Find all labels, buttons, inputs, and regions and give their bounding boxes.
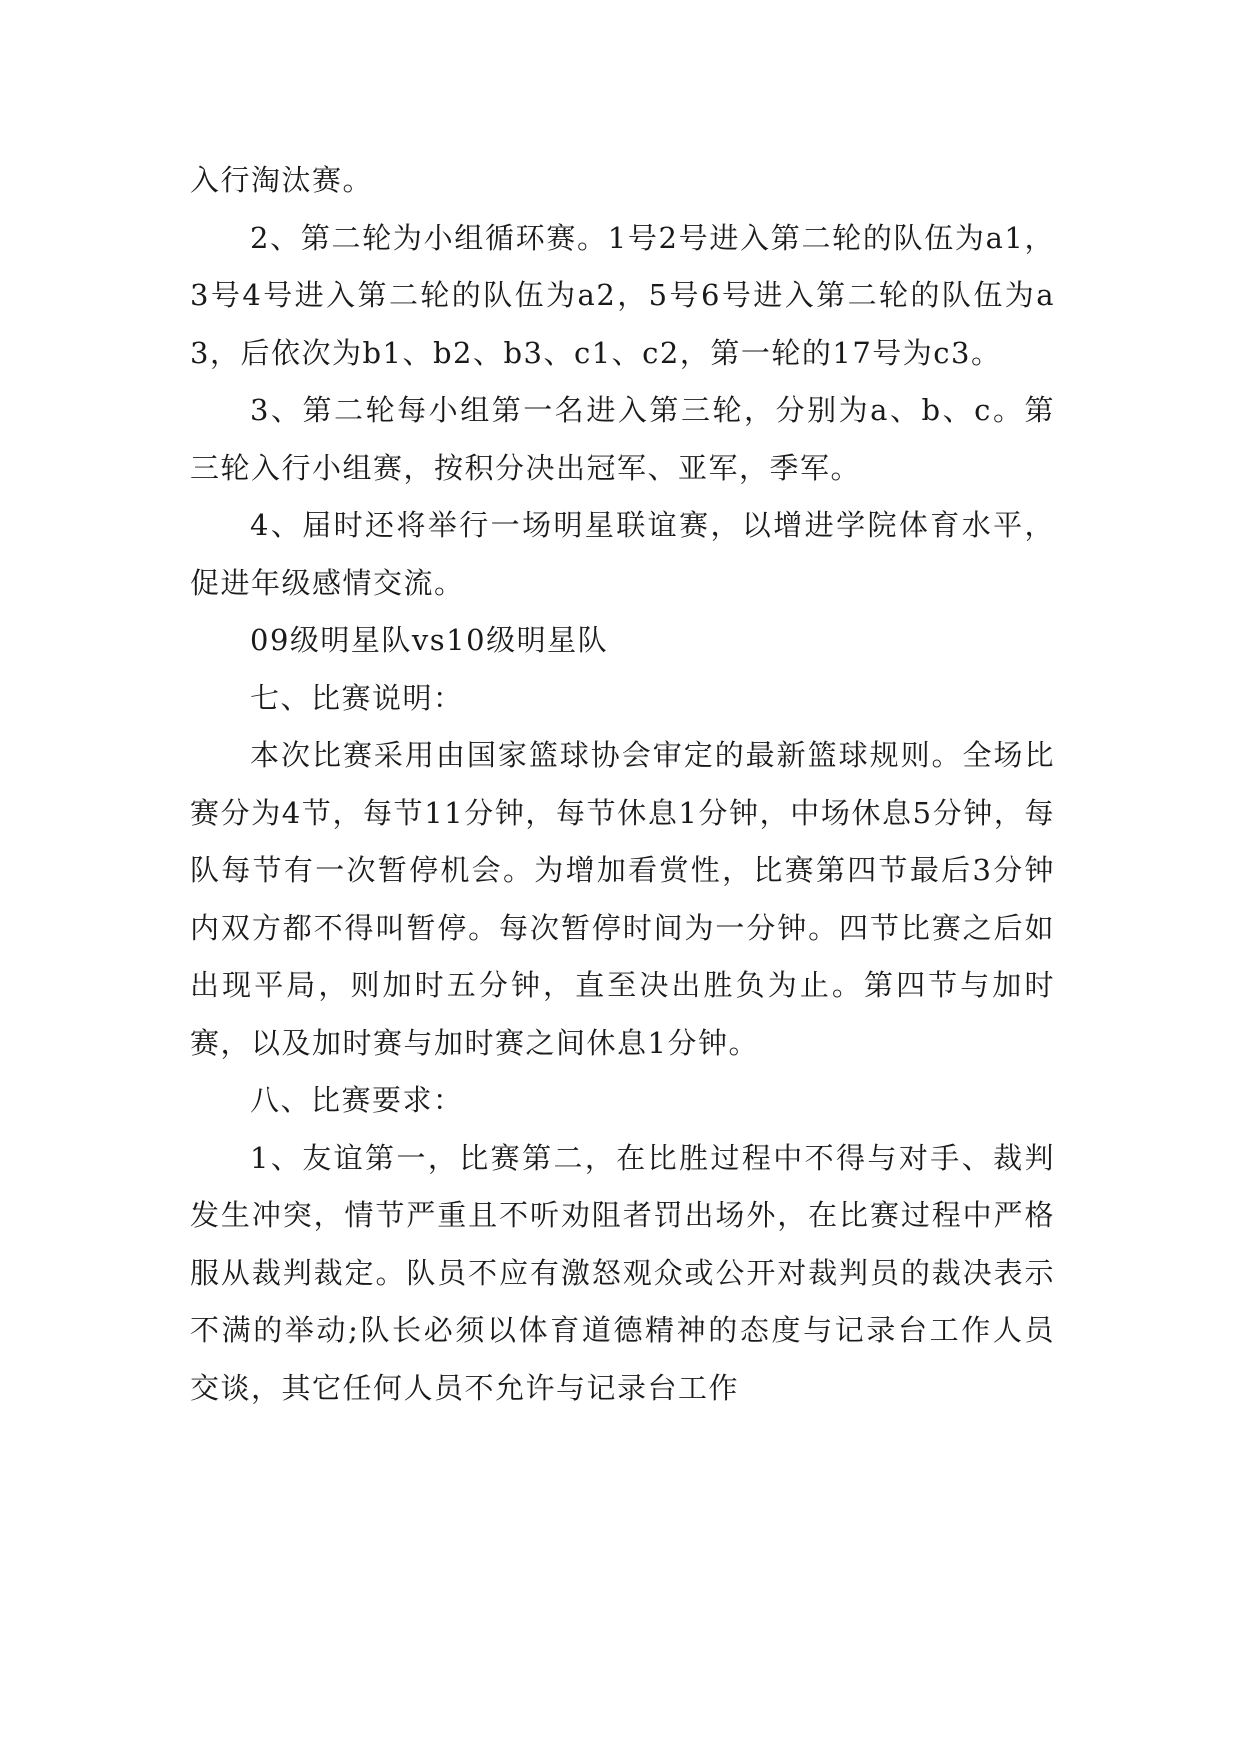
paragraph-continuation: 入行淘汰赛。 [190,163,374,197]
document-body [190,152,1055,1417]
paragraph-match-rules: 本次比赛采用由国家篮球协会审定的最新篮球规则。全场比赛分为4节，每节11分钟，每节休息1分钟，中场休息5分钟，每队每节有一次暂停机会。为增加看赏性，比赛第四节最后3分钟内双方都不得叫暂停。每次暂停时间为一分钟。四节比赛之后如出现平局，则加时五分钟，直至决出胜负为止。第四节与加时赛，以及加时赛与加时赛之间休息1分钟。 [190,738,1055,1060]
section-heading-match-rules: 七、比赛说明： [250,680,464,715]
paragraph-requirement-one: 1、友谊第一，比赛第二，在比胜过程中不得与对手、裁判发生冲突，情节严重且不听劝阻者罚出场外，在比赛过程中严格服从裁判裁定。队员不应有激怒观众或公开对裁判员的裁决表示不满的举动;队长必须以体育道德精神的态度与记录台工作人员交谈，其它任何人员不允许与记录台工作 [190,1140,1055,1405]
paragraph-all-star-game: 4、届时还将举行一场明星联谊赛，以增进学院体育水平，促进年级感情交流。 [190,508,1055,600]
section-heading-match-requirements: 八、比赛要求： [250,1083,464,1117]
paragraph-round-two: 2、第二轮为小组循环赛。1号2号进入第二轮的队伍为a1，3号4号进入第二轮的队伍为a2，5号6号进入第二轮的队伍为a3，后依次为b1、b2、b3、c1、c2，第一轮的17号为c3。 [190,220,1055,370]
paragraph-matchup: 09级明星队vs10级明星队 [250,623,609,657]
paragraph-round-three: 3、第二轮每小组第一名进入第三轮，分别为a、b、c。第三轮入行小组赛，按积分决出冠军、亚军，季军。 [190,393,1055,485]
